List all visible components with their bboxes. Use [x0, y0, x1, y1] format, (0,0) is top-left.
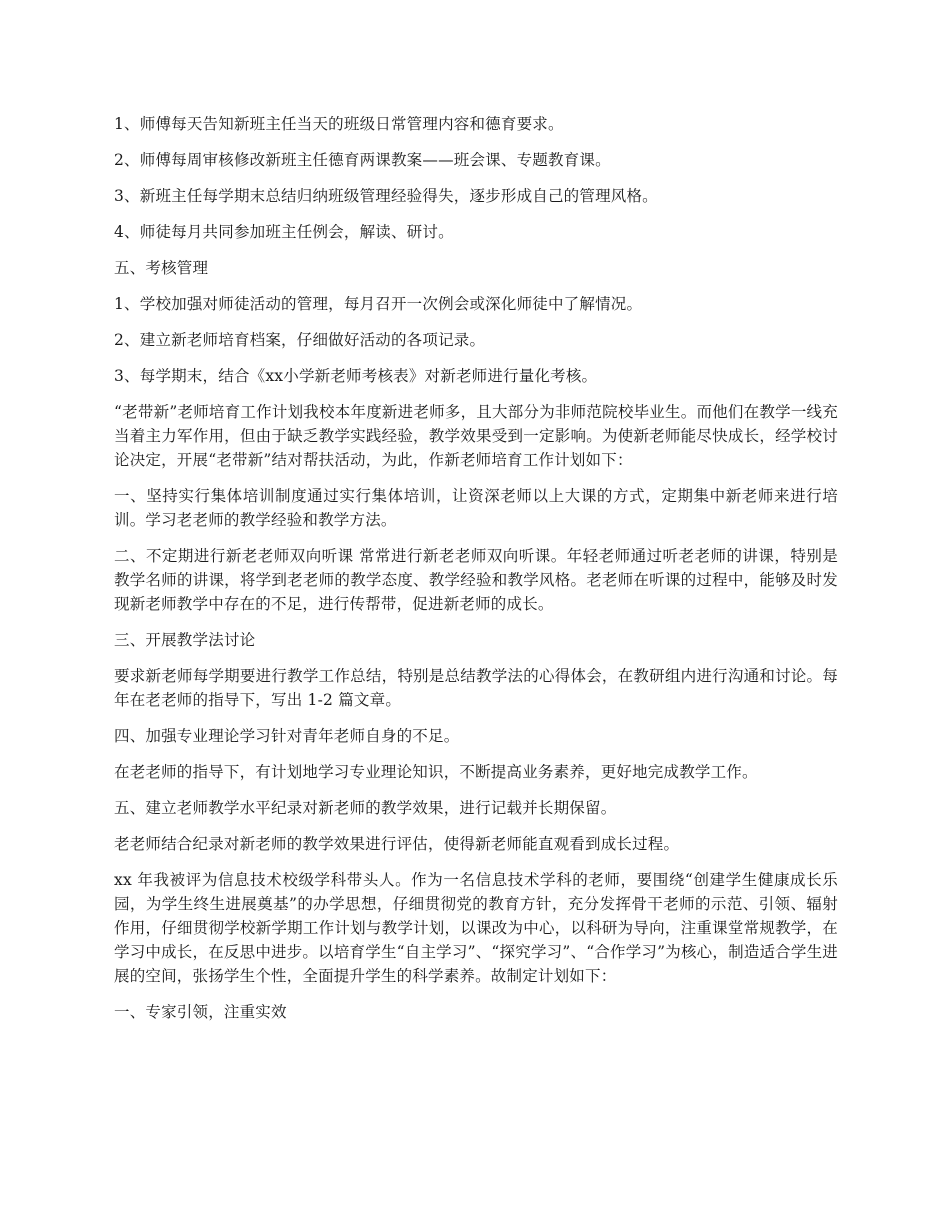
section-heading-expert: 一、专家引领，注重实效 — [114, 1003, 287, 1021]
section-heading-theory: 四、加强专业理论学习针对青年老师自身的不足。 — [114, 727, 460, 745]
paragraph-4: 4、师徒每月共同参加班主任例会，解读、研讨。 — [114, 223, 454, 241]
paragraph-18: xx 年我被评为信息技术校级学科带头人。作为一名信息技术学科的老师，要围绕“创建学生健康成长乐园，为学生终生进展奠基”的办学思想，仔细贯彻党的教育方针，充分发挥骨干老师的示范、引领、辐射作用，仔细贯彻学校新学期工作计划与教学计划，以课改为中心，以科研为导向，注重课堂常规教学，在学习中成长，在反思中进步。以培育学生“自主学习”、“探究学习”、“合作学习”为核心，制造适合学生进展的空间，张扬学生个性，全面提升学生的科学素养。故制定计划如下： — [114, 871, 838, 985]
paragraph-10: 一、坚持实行集体培训制度通过实行集体培训，让资深老师以上大课的方式，定期集中新老师来进行培训。学习老老师的教学经验和教学方法。 — [114, 487, 838, 529]
section-heading-teaching-method: 三、开展教学法讨论 — [114, 631, 256, 649]
paragraph-13: 要求新老师每学期要进行教学工作总结，特别是总结教学法的心得体会，在教研组内进行沟通和讨论。每年在老老师的指导下，写出 1-2 篇文章。 — [114, 667, 838, 709]
paragraph-7: 2、建立新老师培育档案，仔细做好活动的各项记录。 — [114, 331, 486, 349]
paragraph-15: 在老老师的指导下，有计划地学习专业理论知识，不断提高业务素养，更好地完成教学工作。 — [114, 763, 758, 781]
paragraph-3: 3、新班主任每学期末总结归纳班级管理经验得失，逐步形成自己的管理风格。 — [114, 187, 658, 205]
section-heading-record: 五、建立老师教学水平纪录对新老师的教学效果，进行记载并长期保留。 — [114, 799, 617, 817]
paragraph-9: “老带新”老师培育工作计划我校本年度新进老师多，且大部分为非师范院校毕业生。而他们在教学一线充当着主力军作用，但由于缺乏教学实践经验，教学效果受到一定影响。为使新老师能尽快成长，经学校讨论决定，开展“老带新”结对帮扶活动，为此，作新老师培育工作计划如下： — [114, 403, 838, 469]
paragraph-17: 老老师结合纪录对新老师的教学效果进行评估，使得新老师能直观看到成长过程。 — [114, 835, 680, 853]
paragraph-6: 1、学校加强对师徒活动的管理，每月召开一次例会或深化师徒中了解情况。 — [114, 295, 643, 313]
section-heading-assessment: 五、考核管理 — [114, 259, 209, 277]
paragraph-1: 1、师傅每天告知新班主任当天的班级日常管理内容和德育要求。 — [114, 115, 564, 133]
paragraph-8: 3、每学期末，结合《xx小学新老师考核表》对新老师进行量化考核。 — [114, 367, 598, 385]
paragraph-11: 二、不定期进行新老老师双向听课 常常进行新老老师双向听课。年轻老师通过听老老师的讲课，特别是教学名师的讲课，将学到老老师的教学态度、教学经验和教学风格。老老师在听课的过程中，能够及时发现新老师教学中存在的不足，进行传帮带，促进新老师的成长。 — [114, 547, 838, 613]
document-body — [114, 112, 838, 1036]
paragraph-2: 2、师傅每周审核修改新班主任德育两课教案——班会课、专题教育课。 — [114, 151, 611, 169]
